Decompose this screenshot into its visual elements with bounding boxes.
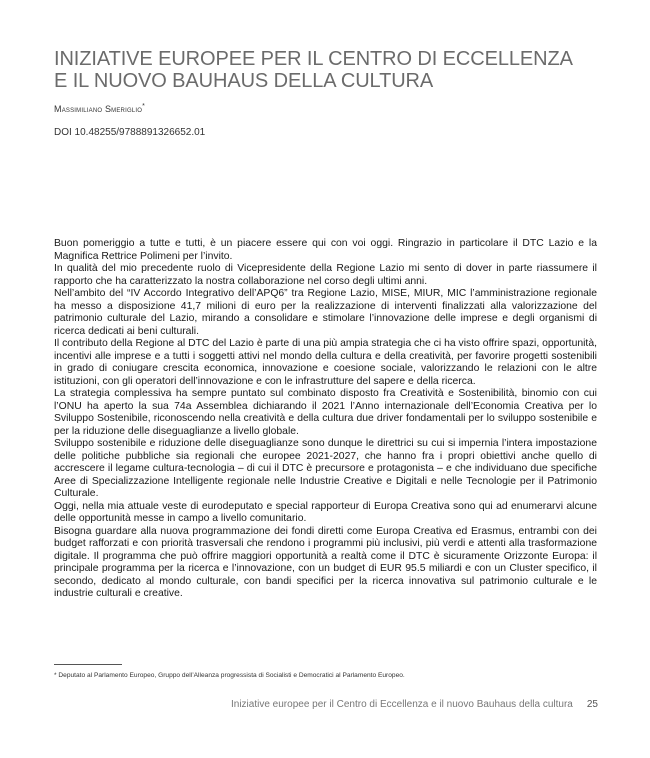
footnote: * Deputato al Parlamento Europeo, Gruppo dell’Alleanza progressista di Socialisti e Democratici al Parlamento Europeo. xyxy=(54,672,405,679)
author-name xyxy=(54,103,145,114)
body-paragraph: Buon pomeriggio a tutte e tutti, è un piacere essere qui con voi oggi. Ringrazio in particolare il DTC Lazio e la Magnifica Rettrice Polimeni per l’invito. xyxy=(54,238,597,262)
body-paragraph: In qualità del mio precedente ruolo di Vicepresidente della Regione Lazio mi sento di dover in parte riassumere il rapporto che ha caratterizzato la nostra collaborazione nel corso degli ultimi anni. xyxy=(54,263,597,287)
title-line-2: E IL NUOVO BAUHAUS DELLA CULTURA xyxy=(54,70,434,92)
running-title: Iniziative europee per il Centro di Eccellenza e il nuovo Bauhaus della cultura xyxy=(231,699,573,710)
doi-identifier: DOI 10.48255/9788891326652.01 xyxy=(54,127,206,138)
footnote-divider xyxy=(54,664,122,665)
article-body xyxy=(54,238,597,601)
title-line-1: INIZIATIVE EUROPEE PER IL CENTRO DI ECCELLENZA xyxy=(54,48,573,70)
body-paragraph: Bisogna guardare alla nuova programmazione dei fondi diretti come Europa Creativa ed Erasmus, entrambi con dei budget rafforzati e con priorità trasversali che rendono i programmi più inclusivi, più verdi e attenti alla trasformazione digitale. Il programma che può offrire maggiori opportunità a realtà come il DTC è sicuramente Orizzonte Europa: il principale programma per la ricerca e l’innovazione, con un budget di EUR 95.5 miliardi e con un Cluster specifico, il secondo, dedicato al mondo culturale, con bandi specifici per la ricerca innovativa sul patrimonio culturale e le industrie culturali e creative. xyxy=(54,525,597,599)
body-paragraph: Il contributo della Regione al DTC del Lazio è parte di una più ampia strategia che ci ha visto offrire spazi, opportunità, incentivi alle imprese e a tutti i soggetti attivi nel mondo della cultura e della creatività, per favorire progetti sostenibili in grado di coniugare crescita economica, innovazione e coesione sociale, valorizzando le relazioni con le altre istituzioni, con gli operatori dell’innovazione e con le infrastrutture del sapere e della ricerca. xyxy=(54,338,597,387)
page-number: 25 xyxy=(586,699,598,710)
author-footnote-mark: * xyxy=(142,103,146,110)
body-paragraph: Sviluppo sostenibile e riduzione delle diseguaglianze sono dunque le direttrici su cui si impernia l’intera impostazione delle politiche pubbliche sia regionali che europee 2021-2027, che hanno fra i propri obiettivi anche quello di accrescere il legame cultura-tecnologia – di cui il DTC è precursore e protagonista – e che individuano due specifiche Aree di Specializzazione Intelligente regionale nelle Industrie Creative e Digitali e nelle Tecnologie per il Patrimonio Culturale. xyxy=(54,438,597,499)
body-paragraph: Oggi, nella mia attuale veste di eurodeputato e special rapporteur di Europa Creativa sono qui ad enumerarvi alcune delle opportunità messe in campo a livello comunitario. xyxy=(54,500,597,524)
author-name-text: Massimiliano Smeriglio xyxy=(54,104,143,114)
page-title xyxy=(54,48,614,92)
body-paragraph: La strategia complessiva ha sempre puntato sul combinato disposto fra Creatività e Sostenibilità, binomio con cui l’ONU ha aperto la sua 74a Assemblea dichiarando il 2021 l’Anno internazionale dell’Economia Creativa per lo Sviluppo Sostenibile, riconoscendo nella creatività e della cultura due driver fondamentali per lo sviluppo sostenibile e per la riduzione delle diseguaglianze a livello globale. xyxy=(54,388,597,437)
body-paragraph: Nell’ambito del “IV Accordo Integrativo dell’APQ6” tra Regione Lazio, MISE, MIUR, MIC l’amministrazione regionale ha messo a disposizione 41,7 milioni di euro per la realizzazione di interventi finalizzati alla valorizzazione del patrimonio culturale del Lazio, mirando a consolidare e stimolare l’innovazione delle imprese e degli organismi di ricerca dedicati ai beni culturali. xyxy=(54,288,597,337)
running-footer xyxy=(231,699,598,710)
